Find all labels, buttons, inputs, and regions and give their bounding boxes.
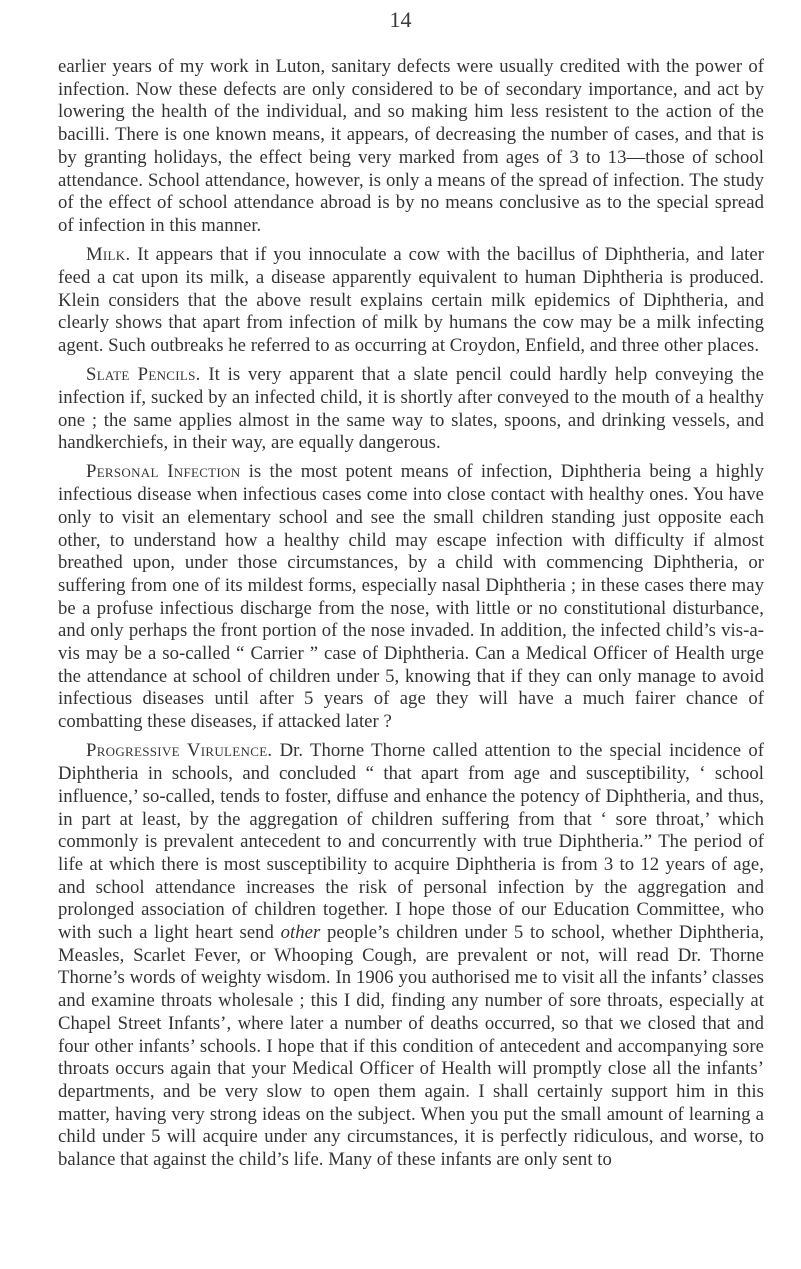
- paragraph-slate-pencils: [58, 364, 764, 455]
- section-heading-progressive-virulence: Progressive Virulence.: [86, 740, 273, 762]
- paragraph-text: earlier years of my work in Luton, sanitary defects were usually credited with the power of infection. Now these defects are only considered to be of secondary importance, and act by lowering the health of the individual, and so making him less resistent to the action of the bacilli. There is one known means, it appears, of decreasing the number of cases, and that is by granting holidays, the effect being very marked from ages of 3 to 13—those of school attendance. School attendance, however, is only a means of the spread of infection. The study of the effect of school attendance abroad is by no means conclusive as to the special spread of infection in this manner.: [58, 56, 764, 236]
- paragraph-school-attendance: [58, 56, 764, 238]
- section-heading-slate-pencils: Slate Pencils.: [86, 364, 201, 386]
- paragraph-progressive-virulence: [58, 740, 764, 1171]
- section-heading-personal-infection: Personal Infection: [86, 461, 241, 483]
- section-heading-milk: Milk.: [86, 244, 131, 266]
- paragraph-text: people’s children under 5 to school, whether Diphtheria, Measles, Scarlet Fever, or Whooping Cough, are prevalent or not, will read Dr. Thorne Thorne’s words of weighty wisdom. In 1906 you authorised me to visit all the infants’ classes and examine throats wholesale ; this I did, finding any number of sore throats, especially at Chapel Street Infants’, where later a number of deaths occurred, so that we closed that and four other infants’ schools. I hope that if this condition of antecedent and accompanying sore throats occurs again that your Medical Officer of Health will promptly close all the infants’ departments, and be very slow to open them again. I shall certainly support him in this matter, having very strong ideas on the subject. When you put the small amount of learning a child under 5 will acquire under any circumstances, it is perfectly ridiculous, and worse, to balance that against the child’s life. Many of these infants are only sent to: [58, 922, 764, 1171]
- paragraph-personal-infection: [58, 461, 764, 733]
- paragraph-text: It is very apparent that a slate pencil could hardly help conveying the infection if, sucked by an infected child, it is shortly after conveyed to the mouth of a healthy one ; the same applies almost in the same way to slates, spoons, and drinking vessels, and handkerchiefs, in their way, are equally dangerous.: [58, 364, 764, 454]
- paragraph-text: It appears that if you innoculate a cow with the bacillus of Diphtheria, and later feed a cat upon its milk, a disease apparently equivalent to human Diphtheria is produced. Klein considers that the above result explains certain milk epidemics of Diphtheria, and clearly shows that apart from infection of milk by humans the cow may be a milk infecting agent. Such outbreaks he referred to as occurring at Croydon, Enfield, and three other places.: [58, 244, 764, 356]
- page-number: 14: [389, 7, 412, 32]
- document-body: [58, 56, 764, 1178]
- emphasis-other: other: [280, 922, 321, 944]
- paragraph-text: Dr. Thorne Thorne called attention to the special incidence of Diphtheria in schools, and concluded “ that apart from age and susceptibility, ‘ school influence,’ so-called, tends to foster, diffuse and enhance the potency of Diphtheria, and thus, in part at least, by the aggregation of children suffering from that ‘ sore throat,’ which commonly is prevalent antecedent to and concurrently with true Diphtheria.” The period of life at which there is most susceptibility to acquire Diphtheria is from 3 to 12 years of age, and school attendance increases the risk of personal infection by the aggregation and prolonged association of children together. I hope those of our Education Committee, who with such a light heart send: [58, 740, 764, 944]
- paragraph-text: is the most potent means of infection, Diphtheria being a highly infectious disease when infectious cases come into close contact with healthy ones. You have only to visit an elementary school and see the small children standing just opposite each other, to understand how a healthy child may escape infection with difficulty if almost breathed upon, under those circumstances, by a child with commencing Diphtheria, or suffering from one of its mildest forms, especially nasal Diphtheria ; in these cases there may be a profuse infectious discharge from the nose, with little or no constitutional disturbance, and only perhaps the front portion of the nose invaded. In addition, the infected child’s vis-a-vis may be a so-called “ Carrier ” case of Diphtheria. Can a Medical Officer of Health urge the attendance at school of children under 5, knowing that if they can only manage to avoid infectious diseases until after 5 years of age they will have a much fairer chance of combatting these diseases, if attacked later ?: [58, 461, 764, 733]
- paragraph-milk: [58, 244, 764, 358]
